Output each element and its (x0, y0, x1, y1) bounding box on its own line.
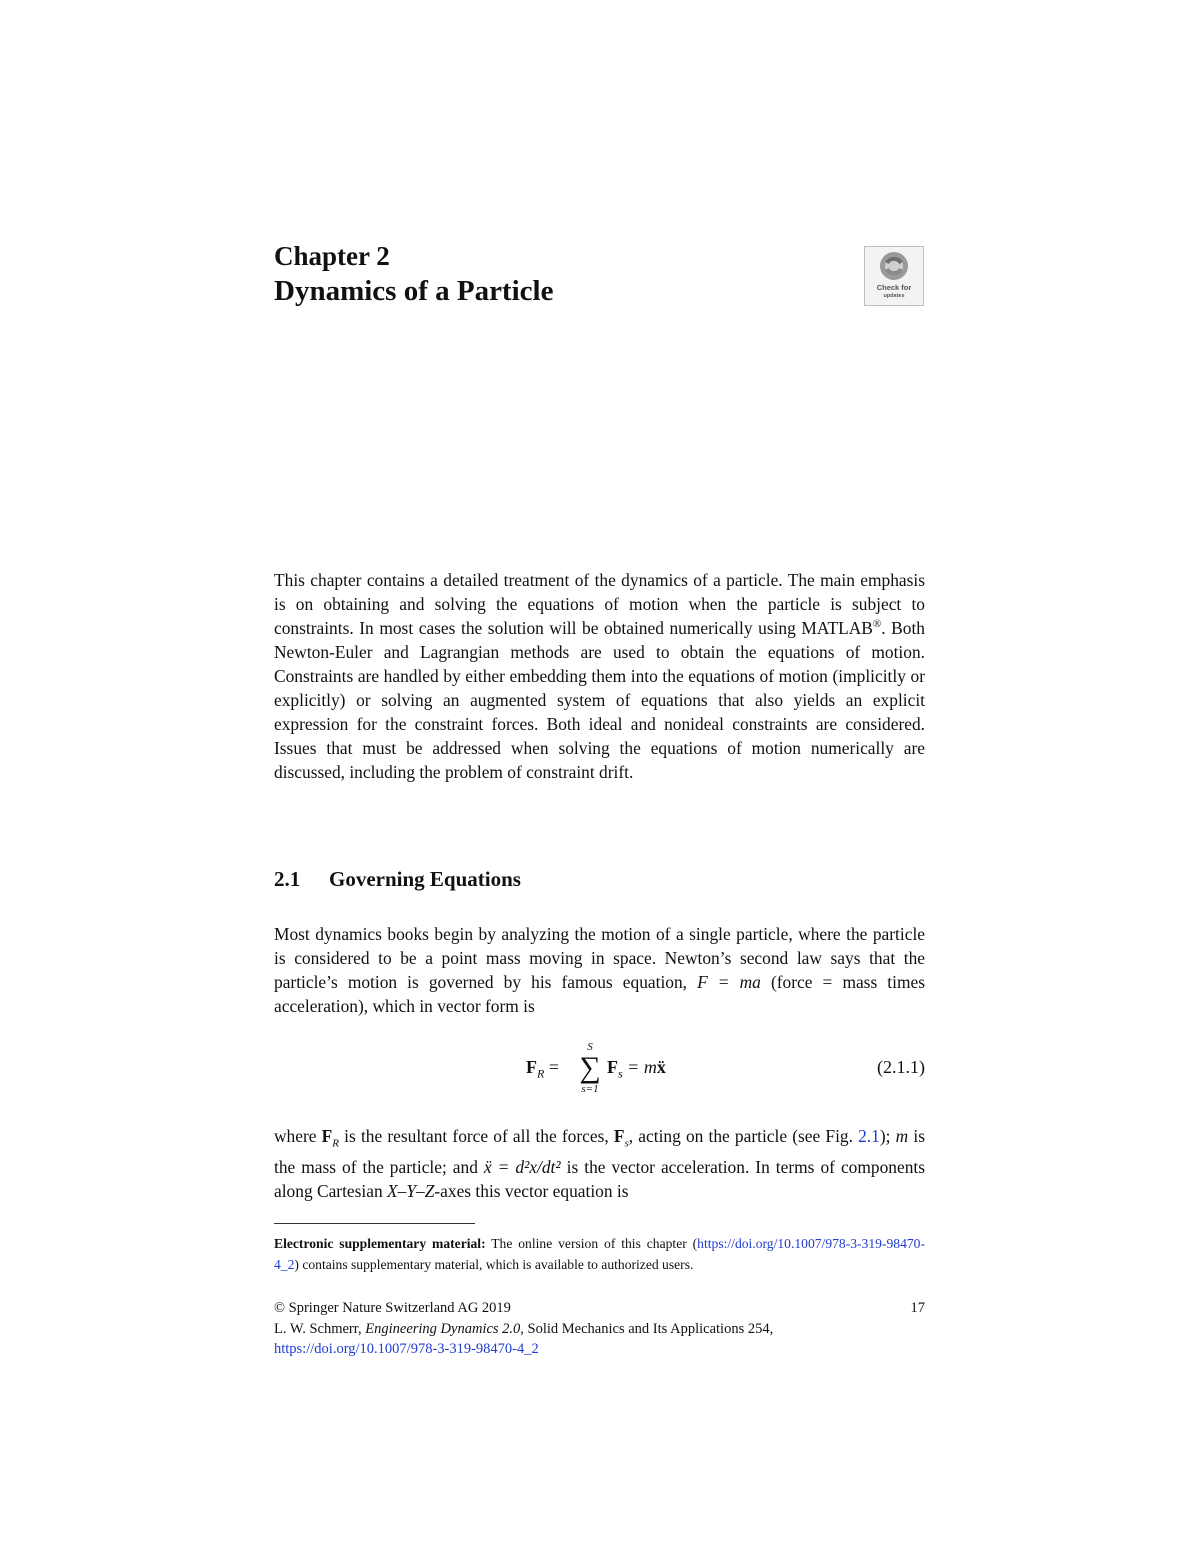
footnote-label: Electronic supplementary material: (274, 1236, 486, 1251)
chapter-doi-link[interactable]: https://doi.org/10.1007/978-3-319-98470-4_2 (274, 1341, 539, 1357)
series-name: , Solid Mechanics and Its Applications 254, (520, 1321, 774, 1337)
mass-symbol: m (895, 1126, 909, 1146)
paragraph-text: is the resultant force of all the forces, (339, 1126, 614, 1146)
paragraph-text: is the mass of the particle; and (274, 1126, 925, 1178)
section-title: Governing Equations (329, 867, 521, 891)
registered-mark: ® (872, 618, 882, 631)
equals-sign: = (544, 1057, 559, 1077)
equation-rhs (607, 1057, 666, 1082)
equation-number: (2.1.1) (877, 1057, 925, 1077)
footnote (274, 1233, 925, 1275)
summation-symbol: ∑ (579, 1051, 601, 1084)
resultant-subscript: R (332, 1137, 340, 1150)
section-number: 2.1 (274, 867, 301, 891)
inline-formula: F = ma (697, 972, 761, 992)
chapter-abstract (274, 568, 925, 784)
summation-lower-limit: s=1 (581, 1083, 599, 1095)
acceleration-formula: ẍ = d²x/dt² (483, 1157, 561, 1178)
abstract-text: This chapter contains a detailed treatment of the dynamics of a particle. The main emphasis is on obtaining and solving the equations of motion when the particle is subject to constraints. In most cases the solution will be obtained numerically using MATLAB (274, 570, 925, 638)
body-paragraph (274, 922, 925, 1018)
footnote-divider (274, 1223, 475, 1224)
chapter-title: Dynamics of a Particle (274, 275, 554, 307)
author-name: L. W. Schmerr, (274, 1321, 366, 1337)
crossmark-icon (865, 247, 923, 283)
book-title: Engineering Dynamics 2.0 (365, 1321, 521, 1337)
page-number: 17 (910, 1300, 925, 1316)
footnote-text: The online version of this chapter ( (485, 1236, 698, 1251)
display-equation (274, 1040, 925, 1102)
paragraph-text: is the vector acceleration. In terms of components along Cartesian (274, 1157, 925, 1202)
paragraph-text: ); (879, 1126, 896, 1146)
doi-line (274, 1339, 539, 1359)
resultant-subscript: R (537, 1066, 545, 1081)
copyright-line: © Springer Nature Switzerland AG 2019 (274, 1300, 511, 1316)
abstract-text-continued: . Both Newton-Euler and Lagrangian methods are used to obtain the equations of motion. Constraints are handled by either embedding them into the equations of motion (implicitly or explicitly) or solving an augmented system of equations that also yields an explicit expression for the constraint forces. Both ideal and nonideal constraints are considered. Issues that must be addressed when solving the equations of motion numerically are discussed, including the problem of constraint drift. (274, 618, 925, 782)
paragraph-text-continued: (force = mass times acceleration), which in vector form is (274, 972, 925, 1016)
crossmark-sublabel: updates (883, 293, 905, 299)
force-symbol: F (613, 1126, 625, 1146)
summation-upper-limit: S (587, 1041, 593, 1053)
book-citation (274, 1319, 773, 1339)
crossmark-label: Check for (876, 283, 912, 292)
force-subscript: s (618, 1066, 623, 1081)
section-heading (274, 866, 521, 892)
body-paragraph-2 (274, 1124, 925, 1203)
resultant-force-symbol: F (526, 1057, 537, 1077)
axes-label: X–Y–Z (387, 1181, 435, 1202)
mass-term: = m (622, 1057, 657, 1077)
force-subscript: s (624, 1137, 629, 1150)
summation (575, 1042, 605, 1095)
paragraph-text: where (274, 1126, 322, 1146)
footnote-doi-link[interactable]: https://doi.org/10.1007/978-3-319-98470-4_2 (274, 1236, 925, 1272)
footnote-text-continued: ) contains supplementary material, which is available to authorized users. (294, 1257, 694, 1272)
chapter-label: Chapter 2 (274, 241, 390, 271)
paragraph-text: -axes this vector equation is (434, 1181, 629, 1202)
figure-link[interactable]: 2.1 (858, 1126, 880, 1146)
acceleration-vector: ẍ (656, 1057, 666, 1077)
resultant-force-symbol: F (321, 1126, 333, 1146)
check-for-updates-badge[interactable] (864, 246, 924, 306)
equation-lhs (526, 1057, 559, 1082)
paragraph-text: Most dynamics books begin by analyzing the motion of a single particle, where the particle is considered to be a point mass moving in space. Newton’s second law says that the particle’s motion is governed by his famous equation, (274, 924, 925, 992)
force-symbol: F (607, 1057, 618, 1077)
paragraph-text: , acting on the particle (see Fig. (628, 1126, 859, 1146)
